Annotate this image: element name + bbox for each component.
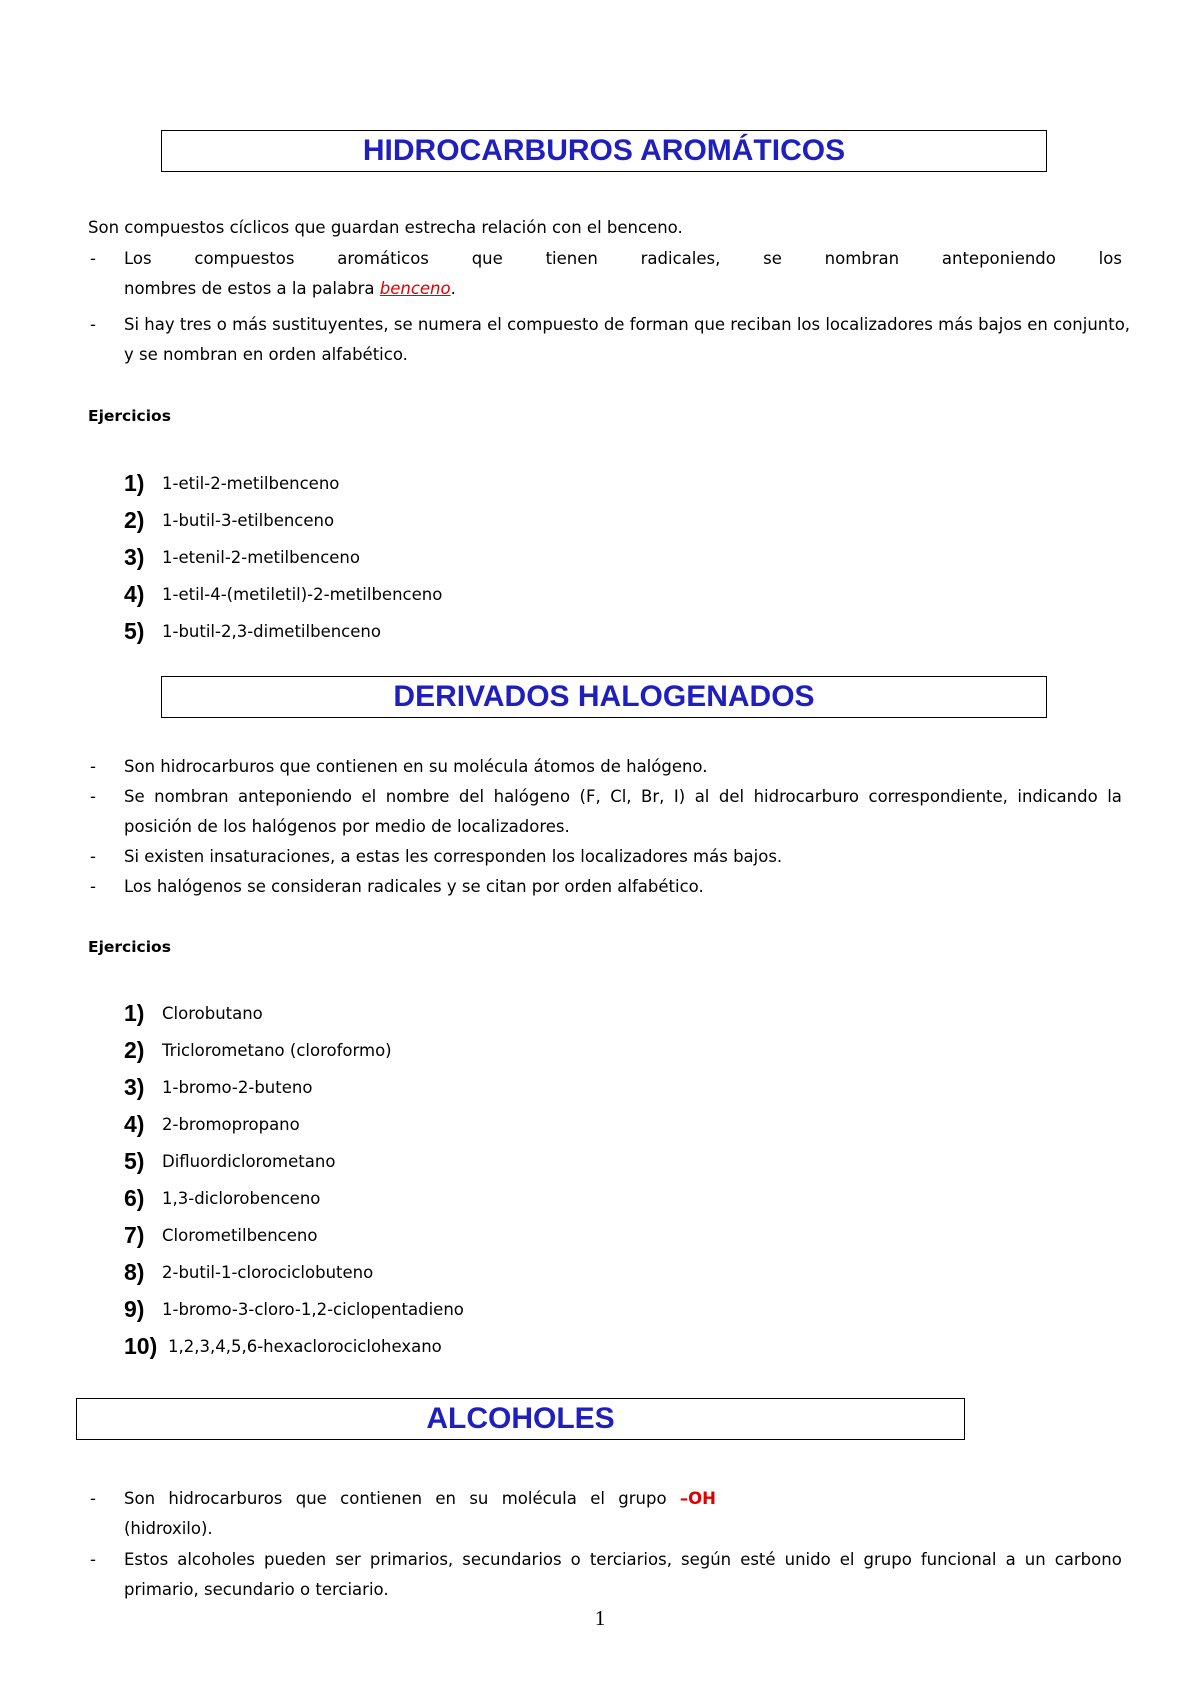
exercise-text: 1-bromo-2-buteno: [162, 1078, 313, 1097]
exercise-item: [124, 1000, 263, 1027]
word: secundarios: [462, 1550, 562, 1569]
bullet-line: [124, 1550, 1122, 1569]
exercise-number: 5): [124, 618, 145, 644]
exercise-text: 1-etil-4-(metiletil)-2-metilbenceno: [162, 585, 443, 604]
exercise-number: 1): [124, 470, 145, 496]
word: grupo: [618, 1489, 667, 1508]
word: Los: [124, 249, 152, 268]
exercise-item: [124, 1222, 317, 1249]
exercise-number: 4): [124, 581, 145, 607]
exercise-item: [124, 507, 334, 534]
word: grupo: [863, 1550, 912, 1569]
exercise-number: 2): [124, 1037, 145, 1063]
word: correspondiente,: [868, 787, 1008, 806]
word: que: [471, 249, 503, 268]
bullet-dash: -: [90, 787, 96, 806]
word: nombran: [824, 249, 900, 268]
exercise-number: 5): [124, 1148, 145, 1174]
exercise-number: 8): [124, 1259, 145, 1285]
word: carbono: [1054, 1550, 1122, 1569]
exercise-text: Difluordiclorometano: [162, 1152, 336, 1171]
word: un: [1024, 1550, 1046, 1569]
word: anteponiendo: [238, 787, 353, 806]
exercise-text: 1,2,3,4,5,6-hexaclorociclohexano: [168, 1337, 442, 1356]
bullet-line: Los halógenos se consideran radicales y se citan por orden alfabético.: [124, 877, 704, 896]
word: terciarios,: [589, 1550, 672, 1569]
word: Estos: [124, 1550, 169, 1569]
exercise-number: 10): [124, 1333, 158, 1359]
bullet-line: [124, 249, 1122, 268]
word: la: [1107, 787, 1122, 806]
section-title-alcoholes: ALCOHOLES: [76, 1398, 965, 1440]
exercise-item: [124, 1111, 300, 1138]
word: anteponiendo: [941, 249, 1056, 268]
bullet-line: Si hay tres o más sustituyentes, se numera el compuesto de forman que reciban los localizadores más bajos en conjunto,: [124, 315, 1131, 334]
word: pueden: [264, 1550, 327, 1569]
word: (F,: [579, 787, 601, 806]
word: del: [718, 787, 745, 806]
bullet-line-continuation: [124, 279, 456, 298]
word: Cl,: [610, 787, 632, 806]
exercise-text: 1-bromo-3-cloro-1,2-ciclopentadieno: [162, 1300, 464, 1319]
bullet-dash: -: [90, 315, 96, 334]
text: nombres de estos a la palabra: [124, 279, 380, 298]
exercise-item: [124, 1074, 312, 1101]
word: contienen: [340, 1489, 423, 1508]
word: indicando: [1017, 787, 1098, 806]
exercise-number: 4): [124, 1111, 145, 1137]
text: .: [450, 279, 456, 298]
word: tienen: [545, 249, 598, 268]
word: nombre: [385, 787, 450, 806]
exercise-item: [124, 1037, 392, 1064]
exercise-number: 2): [124, 507, 145, 533]
hydroxyl-group-highlight: –OH: [679, 1489, 716, 1508]
word: primarios,: [369, 1550, 454, 1569]
exercise-item: [124, 544, 360, 571]
bullet-line: [124, 1489, 716, 1508]
exercise-item: [124, 618, 381, 645]
exercise-item: [124, 1259, 373, 1286]
word: I): [673, 787, 686, 806]
word: según: [681, 1550, 732, 1569]
word: radicales,: [640, 249, 721, 268]
word: el: [361, 787, 377, 806]
bullet-line: [124, 787, 1122, 806]
word: Se: [124, 787, 145, 806]
bullet-line: Son hidrocarburos que contienen en su molécula átomos de halógeno.: [124, 757, 708, 776]
word: a: [1005, 1550, 1016, 1569]
page-number: 1: [594, 1606, 606, 1630]
word: esté: [740, 1550, 776, 1569]
exercise-number: 7): [124, 1222, 145, 1248]
word: nombran: [154, 787, 229, 806]
exercise-text: 1-butil-2,3-dimetilbenceno: [162, 622, 381, 641]
exercise-number: 6): [124, 1185, 145, 1211]
bullet-line: Si existen insaturaciones, a estas les corresponden los localizadores más bajos.: [124, 847, 783, 866]
word: compuestos: [194, 249, 295, 268]
word: el: [590, 1489, 605, 1508]
exercise-text: 1-etil-2-metilbenceno: [162, 474, 340, 493]
word: hidrocarburos: [168, 1489, 283, 1508]
bullet-line-continuation: posición de los halógenos por medio de localizadores.: [124, 817, 570, 836]
exercise-number: 3): [124, 544, 145, 570]
bullet-dash: -: [90, 1489, 96, 1508]
exercise-text: 2-bromopropano: [162, 1115, 300, 1134]
word: el: [839, 1550, 855, 1569]
intro-text: Son compuestos cíclicos que guardan estrecha relación con el benceno.: [88, 218, 683, 237]
exercise-text: 1-butil-3-etilbenceno: [162, 511, 335, 530]
exercise-item: [124, 581, 442, 608]
word: Son: [124, 1489, 156, 1508]
word: que: [295, 1489, 327, 1508]
word: del: [458, 787, 485, 806]
bullet-dash: -: [90, 877, 96, 896]
exercise-number: 3): [124, 1074, 145, 1100]
exercise-item: [124, 1185, 320, 1212]
exercises-label: Ejercicios: [88, 938, 171, 956]
exercise-text: Triclorometano (cloroformo): [162, 1041, 392, 1060]
exercise-text: 1-etenil-2-metilbenceno: [162, 548, 360, 567]
word: en: [435, 1489, 456, 1508]
exercise-item: [124, 1296, 464, 1323]
benceno-highlight: benceno: [379, 279, 451, 298]
word: al: [694, 787, 710, 806]
word: unido: [784, 1550, 831, 1569]
exercise-item: [124, 1333, 442, 1360]
word: halógeno: [493, 787, 571, 806]
bullet-line-continuation: (hidroxilo).: [124, 1519, 213, 1538]
exercise-text: 2-butil-1-clorociclobuteno: [162, 1263, 374, 1282]
word: aromáticos: [337, 249, 429, 268]
exercise-number: 1): [124, 1000, 145, 1026]
exercise-text: Clorobutano: [162, 1004, 263, 1023]
word: su: [469, 1489, 489, 1508]
word: funcional: [920, 1550, 997, 1569]
exercise-item: [124, 1148, 335, 1175]
word: molécula: [501, 1489, 577, 1508]
exercise-text: Clorometilbenceno: [162, 1226, 318, 1245]
bullet-line-continuation: primario, secundario o terciario.: [124, 1580, 389, 1599]
word: Br,: [641, 787, 665, 806]
word: los: [1098, 249, 1122, 268]
bullet-dash: -: [90, 1550, 96, 1569]
exercise-number: 9): [124, 1296, 145, 1322]
word: ser: [335, 1550, 361, 1569]
exercises-label: Ejercicios: [88, 407, 171, 425]
bullet-dash: -: [90, 757, 96, 776]
word: hidrocarburo: [753, 787, 860, 806]
bullet-line-continuation: y se nombran en orden alfabético.: [124, 345, 408, 364]
bullet-dash: -: [90, 847, 96, 866]
bullet-dash: -: [90, 249, 96, 268]
section-title-hidrocarburos: HIDROCARBUROS AROMÁTICOS: [161, 130, 1047, 172]
exercise-text: 1,3-diclorobenceno: [162, 1189, 321, 1208]
section-title-derivados: DERIVADOS HALOGENADOS: [161, 676, 1047, 718]
word: alcoholes: [177, 1550, 255, 1569]
word: se: [763, 249, 782, 268]
word: o: [570, 1550, 581, 1569]
exercise-item: [124, 470, 339, 497]
